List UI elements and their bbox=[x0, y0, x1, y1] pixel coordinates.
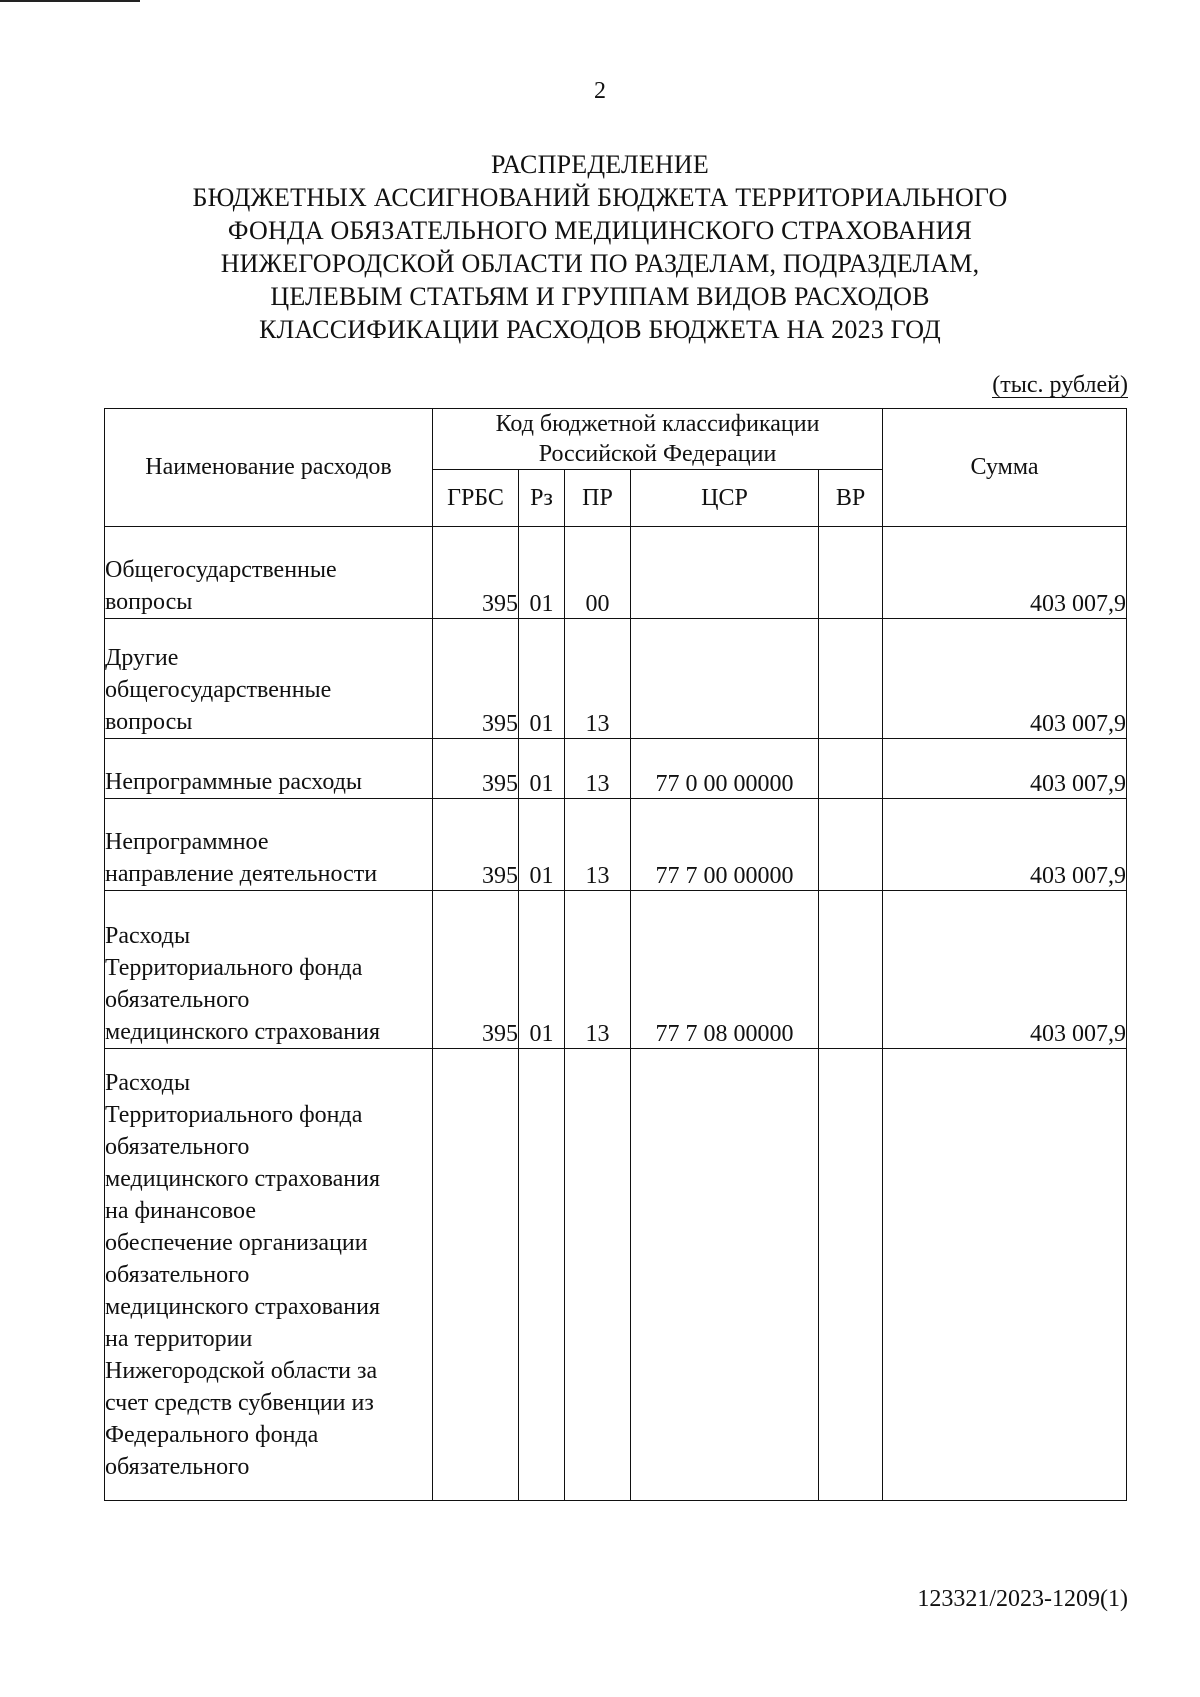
table-row bbox=[105, 739, 1127, 799]
page-number: 2 bbox=[594, 78, 606, 104]
cell-vr bbox=[819, 799, 883, 891]
title-line: ЦЕЛЕВЫМ СТАТЬЯМ И ГРУППАМ ВИДОВ РАСХОДОВ bbox=[270, 282, 930, 311]
title-line: КЛАССИФИКАЦИИ РАСХОДОВ БЮДЖЕТА НА 2023 ГОД bbox=[259, 315, 941, 344]
row-name bbox=[105, 527, 433, 619]
scan-edge-mark bbox=[0, 0, 140, 2]
cell-sum: 403 007,9 bbox=[883, 527, 1127, 619]
row-name-line: общегосударственные bbox=[105, 677, 332, 703]
row-name-line: Общегосударственные bbox=[105, 557, 337, 583]
cell-pr: 00 bbox=[565, 527, 631, 619]
row-name-line: медицинского страхования bbox=[105, 1294, 381, 1320]
row-name-line: вопросы bbox=[105, 709, 193, 735]
row-name-line: обеспечение организации bbox=[105, 1230, 368, 1256]
cell-sum: 403 007,9 bbox=[883, 619, 1127, 739]
row-name-line: направление деятельности bbox=[105, 861, 378, 887]
row-name-line: Территориального фонда bbox=[105, 955, 363, 981]
row-name-line: Нижегородской области за bbox=[105, 1358, 378, 1384]
title-line: НИЖЕГОРОДСКОЙ ОБЛАСТИ ПО РАЗДЕЛАМ, ПОДРАЗДЕЛАМ, bbox=[220, 249, 980, 278]
cell-csr bbox=[631, 619, 819, 739]
row-name-line: Другие bbox=[105, 645, 179, 671]
table-row bbox=[105, 1049, 1127, 1501]
row-name-line: Федерального фонда bbox=[105, 1422, 319, 1448]
cell-pr: 13 bbox=[565, 799, 631, 891]
row-name-line: обязательного bbox=[105, 1262, 250, 1288]
cell-csr bbox=[631, 527, 819, 619]
cell-sum: 403 007,9 bbox=[883, 739, 1127, 799]
cell-sum: 403 007,9 bbox=[883, 891, 1127, 1049]
cell-pr: 13 bbox=[565, 891, 631, 1049]
cell-rz: 01 bbox=[519, 739, 565, 799]
cell-csr: 77 7 00 00000 bbox=[631, 799, 819, 891]
row-name-line: Непрограммные расходы bbox=[105, 769, 363, 795]
row-name-line: счет средств субвенции из bbox=[105, 1390, 374, 1416]
header-code-line: Российской Федерации bbox=[538, 441, 777, 467]
header-pr: ПР bbox=[565, 470, 631, 527]
cell-vr bbox=[819, 619, 883, 739]
cell-pr: 13 bbox=[565, 619, 631, 739]
row-name-line: Территориального фонда bbox=[105, 1102, 363, 1128]
row-name-line: на территории bbox=[105, 1326, 253, 1352]
cell-grbs bbox=[433, 1049, 519, 1501]
cell-csr bbox=[631, 1049, 819, 1501]
cell-grbs: 395 bbox=[433, 619, 519, 739]
header-csr: ЦСР bbox=[631, 470, 819, 527]
row-name-line: Расходы bbox=[105, 923, 191, 949]
row-name bbox=[105, 799, 433, 891]
cell-grbs: 395 bbox=[433, 799, 519, 891]
header-grbs: ГРБС bbox=[433, 470, 519, 527]
cell-pr bbox=[565, 1049, 631, 1501]
cell-vr bbox=[819, 527, 883, 619]
cell-rz bbox=[519, 1049, 565, 1501]
cell-sum: 403 007,9 bbox=[883, 799, 1127, 891]
row-name-line: вопросы bbox=[105, 589, 193, 615]
row-name-line: Непрограммное bbox=[105, 829, 269, 855]
row-name-line: обязательного bbox=[105, 1454, 250, 1480]
row-name bbox=[105, 891, 433, 1049]
table-row bbox=[105, 891, 1127, 1049]
row-name-line: медицинского страхования bbox=[105, 1019, 381, 1045]
table-row bbox=[105, 619, 1127, 739]
row-name bbox=[105, 1049, 433, 1501]
cell-rz: 01 bbox=[519, 799, 565, 891]
units-label: (тыс. рублей) bbox=[992, 372, 1128, 398]
header-sum: Сумма bbox=[883, 409, 1127, 527]
table-row bbox=[105, 527, 1127, 619]
cell-grbs: 395 bbox=[433, 891, 519, 1049]
cell-csr: 77 0 00 00000 bbox=[631, 739, 819, 799]
title-line: ФОНДА ОБЯЗАТЕЛЬНОГО МЕДИЦИНСКОГО СТРАХОВАНИЯ bbox=[227, 216, 973, 245]
cell-pr: 13 bbox=[565, 739, 631, 799]
cell-rz: 01 bbox=[519, 527, 565, 619]
document-title bbox=[150, 148, 1050, 346]
title-line: БЮДЖЕТНЫХ АССИГНОВАНИЙ БЮДЖЕТА ТЕРРИТОРИАЛЬНОГО bbox=[192, 183, 1008, 212]
header-vr: ВР bbox=[819, 470, 883, 527]
row-name-line: обязательного bbox=[105, 987, 250, 1013]
cell-grbs: 395 bbox=[433, 739, 519, 799]
cell-vr bbox=[819, 739, 883, 799]
cell-rz: 01 bbox=[519, 619, 565, 739]
cell-vr bbox=[819, 891, 883, 1049]
title-line: РАСПРЕДЕЛЕНИЕ bbox=[491, 150, 709, 179]
row-name-line: на финансовое bbox=[105, 1198, 256, 1224]
cell-csr: 77 7 08 00000 bbox=[631, 891, 819, 1049]
header-code-line: Код бюджетной классификации bbox=[495, 411, 820, 437]
cell-grbs: 395 bbox=[433, 527, 519, 619]
row-name-line: обязательного bbox=[105, 1134, 250, 1160]
row-name bbox=[105, 619, 433, 739]
cell-sum bbox=[883, 1049, 1127, 1501]
budget-table bbox=[104, 408, 1127, 1501]
row-name-line: Расходы bbox=[105, 1070, 191, 1096]
document-id: 123321/2023-1209(1) bbox=[917, 1586, 1128, 1612]
table-header-row bbox=[105, 409, 1127, 470]
header-code-group bbox=[433, 409, 883, 470]
header-rz: Рз bbox=[519, 470, 565, 527]
row-name bbox=[105, 739, 433, 799]
cell-rz: 01 bbox=[519, 891, 565, 1049]
row-name-line: медицинского страхования bbox=[105, 1166, 381, 1192]
cell-vr bbox=[819, 1049, 883, 1501]
table-row bbox=[105, 799, 1127, 891]
header-name: Наименование расходов bbox=[105, 409, 433, 527]
